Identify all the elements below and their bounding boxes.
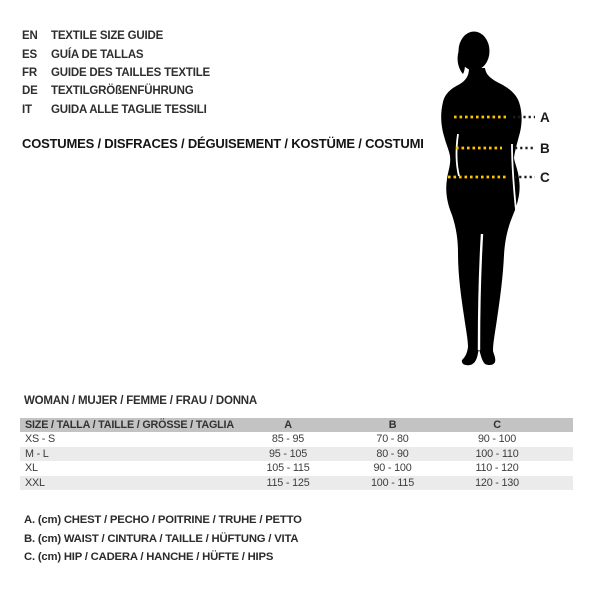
spacer-cell bbox=[549, 461, 573, 476]
chest-cell: 105 - 115 bbox=[266, 462, 310, 475]
lang-label: TEXTILGRÖßENFÜHRUNG bbox=[51, 85, 194, 98]
waist-cell: 70 - 80 bbox=[376, 433, 409, 446]
spacer-cell bbox=[549, 476, 573, 491]
section-title-woman: WOMAN / MUJER / FEMME / FRAU / DONNA bbox=[24, 395, 258, 407]
chest-cell: 85 - 95 bbox=[271, 433, 305, 446]
lang-row-fr bbox=[22, 64, 210, 82]
header-size: SIZE / TALLA / TAILLE / GRÖSSE / TAGLIA bbox=[20, 418, 236, 432]
lang-label: GUIDA ALLE TAGLIE TESSILI bbox=[51, 103, 207, 116]
lang-code: FR bbox=[22, 66, 37, 79]
header-c: C bbox=[445, 418, 549, 432]
size-cell: XS - S bbox=[25, 433, 55, 446]
measure-label-c: C bbox=[540, 170, 550, 185]
lang-code: ES bbox=[22, 48, 37, 61]
measure-label-a: A bbox=[540, 110, 550, 125]
table-row-m-l bbox=[20, 447, 573, 462]
lang-code: DE bbox=[22, 85, 38, 98]
waist-cell: 90 - 100 bbox=[373, 462, 412, 475]
measure-notes bbox=[24, 511, 302, 566]
header-a: A bbox=[236, 418, 340, 432]
lang-row-de bbox=[22, 82, 210, 100]
header-b: B bbox=[340, 418, 445, 432]
hip-cell: 90 - 100 bbox=[477, 433, 517, 446]
table-row-xs-s bbox=[20, 432, 573, 447]
lang-code: IT bbox=[22, 103, 32, 116]
measure-label-b: B bbox=[540, 141, 550, 156]
spacer-cell bbox=[549, 447, 573, 462]
woman-silhouette-icon bbox=[428, 28, 558, 368]
note-waist: B. (cm) WAIST / CINTURA / TAILLE / HÜFTUNG / VITA bbox=[24, 532, 299, 545]
lang-label: GUÍA DE TALLAS bbox=[51, 48, 144, 61]
size-cell: XL bbox=[25, 462, 38, 475]
note-hip: C. (cm) HIP / CADERA / HANCHE / HÜFTE / HIPS bbox=[24, 550, 274, 563]
note-chest: A. (cm) CHEST / PECHO / POITRINE / TRUHE / PETTO bbox=[24, 514, 302, 527]
hip-cell: 110 - 120 bbox=[475, 462, 519, 475]
language-list bbox=[22, 27, 210, 119]
lang-label: TEXTILE SIZE GUIDE bbox=[51, 30, 164, 43]
hip-cell: 120 - 130 bbox=[445, 476, 549, 491]
header-spacer bbox=[549, 418, 573, 432]
category-title: COSTUMES / DISFRACES / DÉGUISEMENT / KOSTÜME / COSTUMI bbox=[22, 136, 424, 151]
chest-cell: 95 - 105 bbox=[236, 447, 340, 462]
woman-silhouette-figure bbox=[428, 28, 558, 368]
lang-row-es bbox=[22, 45, 210, 63]
spacer-cell bbox=[549, 432, 573, 447]
waist-cell: 80 - 90 bbox=[340, 447, 445, 462]
lang-label: GUIDE DES TAILLES TEXTILE bbox=[51, 66, 210, 79]
hip-cell: 100 - 110 bbox=[445, 447, 549, 462]
size-table-header-row bbox=[20, 418, 573, 432]
lang-code: EN bbox=[22, 30, 38, 43]
lang-row-it bbox=[22, 101, 210, 119]
size-table bbox=[20, 418, 573, 490]
waist-cell: 100 - 115 bbox=[340, 476, 445, 491]
chest-cell: 115 - 125 bbox=[236, 476, 340, 491]
lang-row-en bbox=[22, 27, 210, 45]
table-row-xxl bbox=[20, 476, 573, 491]
size-cell: XXL bbox=[20, 476, 236, 491]
size-cell: M - L bbox=[20, 447, 236, 462]
table-row-xl bbox=[20, 461, 573, 476]
